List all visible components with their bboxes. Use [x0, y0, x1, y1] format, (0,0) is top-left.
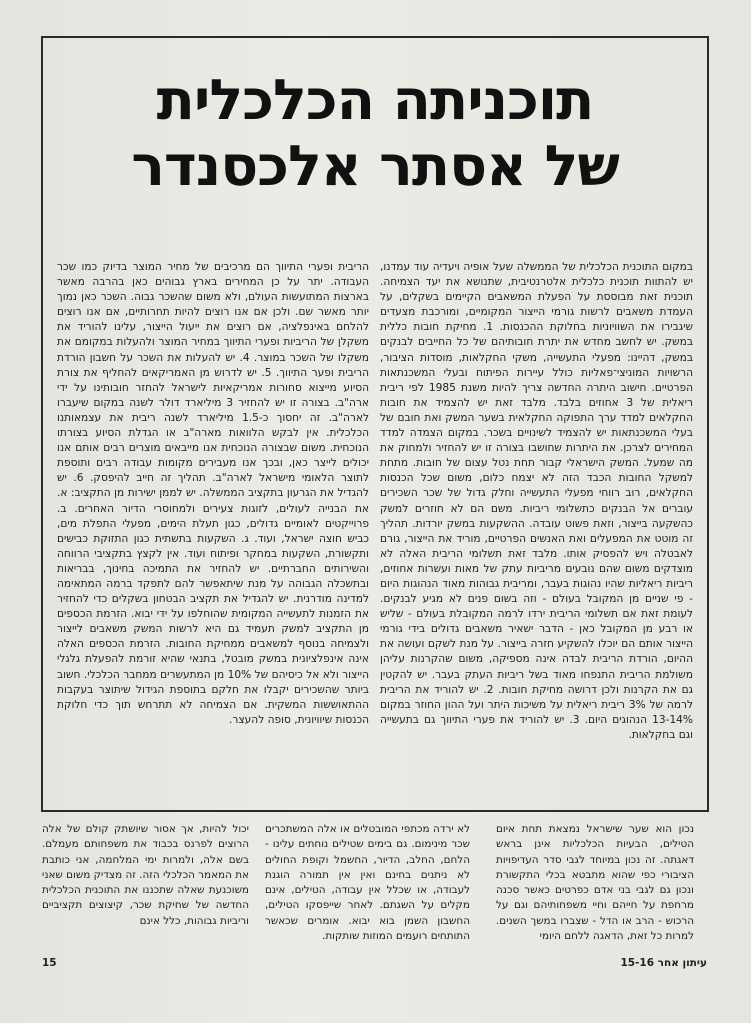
- bottom-text-left: יכול להיות, אך אסור שיושתק קולם של אלה הרוצים לפרנס בכבוד את משפחותם מעמלם. בשם אלה, ולמרות ימי המלחמה, אני כותבת את המאמר הכלכלי הזה. זה מצדיק משום שאני משוכנעת שאלה שתכננו את התוכנית הכלכלית החדשה של שחיקת שכר, קיצוצים תקציביים וריביות גבוהות, כלל אינם: [42, 823, 249, 927]
- bottom-text-middle: לא ירדה מכתפי המובטלים או אלה המשתכרים שכר מינימום. גם בימים שטילים נוחתים עלינו - הלחם, החלב, הדיור, החשמל וקופת החולים לא ניתנים בחינם ואין אין תמורה הוגנת לעבודה, או שכלל אין עבודה, הטילים, אינם מקלים על השגתם. לאחר שייפסקו הטילים, החשבון השמן בוא יבוא. אומרים שכאשר התותחים רועמים המוזות שותקות.: [265, 823, 470, 943]
- article-column-right: [380, 260, 693, 743]
- article-title: [60, 68, 690, 200]
- title-line-2: של אסתר אלכסנדר: [131, 134, 619, 199]
- article-text-left: הריבית ופערי התיווך הם מרכיבים של מחיר המוצר בדיוק כמו שכר העבודה. יתר על כן המחירים בארץ גבוהים כאן בהרבה מאשר בארצות המתועשות העולם, ולא משום שהשכר גבוה. השכר כאן נמוך יותר מאשר שם. ולכן אם אנו רוצים להיות תחרותיים, אם אנו רוצים להלחם באינפלציה, אם רוצים את ייעול הייצור, עלינו להוריד את משקלן של הריביות ופערי התיווך במחיר המוצר ולהעלות במקומם את משקלו של השכר במוצר. 4. יש להעלות את השכר על חשבון הורדת הריבית ופער התיווך. 5. יש לדרוש מן האמריקאים להחליף את צורת הסיוע מייצוא סחורות אמריקאיות לישראל להחזר חובותינו על ידי ארה"ב. בצורה זו יש להחזיר 3 מיליארד דולר לשנה במקום שיעברו לארה"ב. זה יחסוך כ-1.5 מיליארד לשנה ריבית את עצמאותנו הכלכלית. אין לבקש הלוואות מארה"ב או הגדלת הסיוע בצורתו הנוכחית. משום שבצורה הנוכחית אנו מייבאים מוצרים רבים אותם אנו יכולים לייצר כאן, ובכך אנו מעבירים מקומות עבודה רבים ותוספת לתוצר הלאומי מישראל לארה"ב. תהליך זה חייב להיפסק. 6. יש להגדיל את הגרעון בתקציב הממשלה. יש לממן ישירות מן התקציב: א. את הבנייה לעולים, לזוגות צעירים ולמחוסרי הדיור האחרים. ב. פרוייקטים לאומיים גדולים, כגון תעלת הימים, מפעלי התפלת מים, כביש חוצה ישראל, ועוד. ג. השקעות בתשתית כגון התזוקת כבישים ותקשורת, השקעות במחקר ופיתוח ועוד. אין לקצץ בתקציבי הרווחה והשירותים החברתיים. יש להחזיר את התמיכה בחינוך, בבריאות ובתשכלה הגבוהה על מנת שיתאפשר להם לתפקד ברמה המתאימה למדינה מודרנית. יש להגדיל את תקציב הבטחון בשקלים כדי להחזיר את הזמנות לתעשייה המקומית שהוחלפו על ידי יבוא. הזרמת הכספים מן התקציב למשק תעמיד גם היא לרשות המשק משאבים לייצור ולצמיחה בנוסף למשאבים ממחיקת החובות. הזרמת הכספים האלה אינה אינפלציונית במשק מובטל, בתנאי שהיא זורמת להפעלת גלגלי הייצור ולא אל כיסיהם של 10% מן המתעשרים ממחבר הכלכלי. חשוב ביותר שהשכירים יקבלו את חלקם בתוספת הגידול שיתוצר בעקבות ההתאוששות המשקית. אם הצמיחה לא תתרחש תוך כדי חלוקת הכנסות שיוויונית, סופה להעצר.: [57, 261, 369, 726]
- bottom-text-right: נכון הוא שער שישראל נמצאת תחת איום הטילים, הבעיות הכלכליות אינן בראש דאגתה. זה נכון במיוחד לגבי סדר העדיפויות הציבורי כפי שהוא מתבטא בכלי התקשורת ונכון גם לגבי בני אדם כפרטים כאשר סכנה מרחפת על חייהם וחיי משפחותיהם וגם על הרכוש - הרב או הדל - שצברו במשך השנים. למרות כל זאת, הדאגה ללחם היומי: [496, 823, 694, 943]
- bottom-column-left: [42, 822, 249, 929]
- bottom-column-middle: [265, 822, 470, 944]
- title-line-1: תוכניתה הכלכלית: [156, 68, 594, 133]
- bottom-column-right: [496, 822, 694, 944]
- magazine-name: עיתון אחר 15-16: [620, 957, 707, 969]
- article-text-right: במקום התוכנית הכלכלית של הממשלה שעל אופיה ויעדיה עוד עמדנו, יש להתוות תוכנית כלכלית אלטרנטיבית, שתנושא את יעד הצמיחה. תוכנית זאת מבוססת על הפעלת המשאבים הקיימים בשקלים, על העמדת משאבים לרשות גורמי הייצור המקומיים, ומורכבת מצעדים שיגבירו את השוויוניות בחלוקת ההכנסות. 1. מחיקת חובות כללית במשק. יש לחשב מחדש את יתרת חובותיהם של כל החייבים לבנקים במשק, דהיינו: מפעלי התעשייה, משקי החקלאות, מוסדות הציבור, הרשויות המוניצי־פאליות כולל עיירות הפיתוח ובעלי המשכנתאות הפרטיים. חישוב היתרה החדשה צריך להיות משנת 1985 לפי ריבית ריאלית של 3 אחוזים בלבד. מלבד זאת יש להצמיד את חובות החקלאים למדד ערך התפוקה החקלאית בשער המשק ואת חובם של בעלי המשכנתאות יש להצמיד לשינויים בשכר. במקום הצמדה למדד המחירים לצרכן. את היתרות שחושבו בצורה זו יש להחזיר ולמחוק את מה שמעל. המשק הישראלי קבור תחת נטל עצום של חובות. מתחת למשקל החובות הכבד הזה לא יצמח כלום, משום שכל הכנסות החקלאים, רוב רווחי מפעלי התעשייה וחלק גדול של שכר השכירים עוברים אל הבנקים כתשלומי ריביות. משם הם לא חוזרים למשק כהשקעה בייצור, וזאת פשוט עובדה. ההשקעות במשק יורדות. תהליך זה מוטט את המפעלים ואת האנשים הפרטיים, מוריד את הייצור, גורם לאבטלה ויש להפסיק אותו. מלבד זאת תשלומי הריבית האלה לא מוצדקים משום שהם נובעים מריביות עתק של מאות ועשרות אחוזים, ריביות ריאליות שהיו נהוגות בעבר, ומריבית גבוהות מאוד הנהוגות היום - פי שניים מן המקובל בעולם - וזה בשום פנים לא מגיע לבנקים. לעומת זאת אם תשלומי הריבית ירדו לרמה המקובלת בעולם - שליש או רבע מן המקובל כאן - הדבר ישאיר משאבים גדולים בידי גורמי הייצור אותם הם יוכלו להשקיע חזרה בייצור. על מנת לשקם ועושה את ההיום, הורדת הריבית לבדה אינה מספיקה, משום שהקרנות עליהן משולמת הריבית התנפחו מאוד בשל ריביות העתק בעבר. יש להקטין גם את הקרנות ולכן דרושה מחיקת חובות. 2. יש להוריד את הריבית לרמה של 3% ריבית ריאלית על משיכות היתר ועל ההון החוזר במקום 13-14% הנהוגים היום. 3. יש להוריד את פערי התיווך גם בתעשייה וגם בחקלאות.: [380, 261, 694, 741]
- article-column-left: [57, 260, 369, 728]
- page-number: 15: [42, 957, 57, 969]
